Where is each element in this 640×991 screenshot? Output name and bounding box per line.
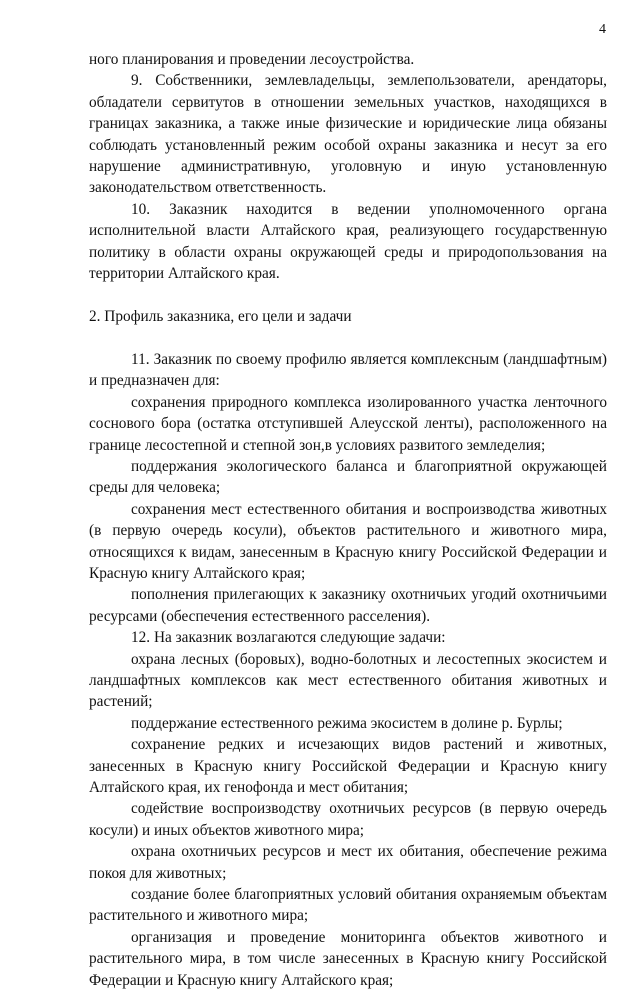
section-2-body xyxy=(89,349,607,991)
list-item: содействие воспроизводству охотничьих ресурсов (в первую очередь косули) и иных объектов животного мира; xyxy=(89,800,607,839)
paragraph-item-11: 11. Заказник по своему профилю является комплексным (ландшафтным) и предназначен для: xyxy=(89,350,607,390)
list-item: поддержание естественного режима экосистем в долине р. Бурлы; xyxy=(131,714,563,732)
list-item: сохранения природного комплекса изолированного участка ленточного соснового бора (остатка отступившей Алеусской ленты), расположенного на границе лесостепной и степной зон,в условиях развитого земледелия; xyxy=(89,393,607,454)
section-heading: 2. Профиль заказника, его цели и задачи xyxy=(89,308,352,326)
list-item: охрана лесных (боровых), водно-болотных и лесостепных экосистем и ландшафтных комплексов как мест естественного обитания животных и растений; xyxy=(89,650,607,711)
list-item: пополнения прилегающих к заказнику охотничьих угодий охотничьими ресурсами (обеспечения естественного расселения). xyxy=(89,586,607,625)
list-item: сохранение редких и исчезающих видов растений и животных, занесенных в Красную книгу Российской Федерации и Красную книгу Алтайского края, их генофонда и мест обитания; xyxy=(89,736,607,796)
section-1-continuation xyxy=(89,49,607,284)
paragraph-item-10: 10. Заказник находится в ведении уполномоченного органа исполнительной власти Алтайского края, реализующего государственную политику в области охраны окружающей среды и природопользования на территории Алтайского края. xyxy=(89,200,607,283)
list-item: организация и проведение мониторинга объектов животного и растительного мира, в том числе занесенных в Красную книгу Российской Федерации и Красную книгу Алтайского края; xyxy=(89,928,607,989)
list-item: создание более благоприятных условий обитания охраняемым объектам растительного и животного мира; xyxy=(89,886,607,925)
paragraph-item-9: 9. Собственники, землевладельцы, землепользователи, арендаторы, обладатели сервитутов в отношении земельных участков, находящихся в границах заказника, а также иные физические и юридические лица обязаны соблюдать установленный режим особой охраны заказника и несут за его нарушение административную, уголовную и иную установленную законодательством ответственность. xyxy=(89,72,607,197)
list-item: сохранения мест естественного обитания и воспроизводства животных (в первую очередь косули), объектов растительного и животного мира, относящихся к видам, занесенным в Красную книгу Российской Федерации и Красную книгу Алтайского края; xyxy=(89,500,607,582)
document-body xyxy=(89,49,607,991)
page-number: 4 xyxy=(599,22,606,37)
list-item: поддержания экологического баланса и благоприятной окружающей среды для человека; xyxy=(89,457,607,497)
paragraph-item-12: 12. На заказник возлагаются следующие задачи: xyxy=(131,629,446,647)
paragraph-continuation: ного планирования и проведении лесоустройства. xyxy=(89,51,415,68)
list-item: охрана охотничьих ресурсов и мест их обитания, обеспечение режима покоя для животных; xyxy=(89,843,607,882)
